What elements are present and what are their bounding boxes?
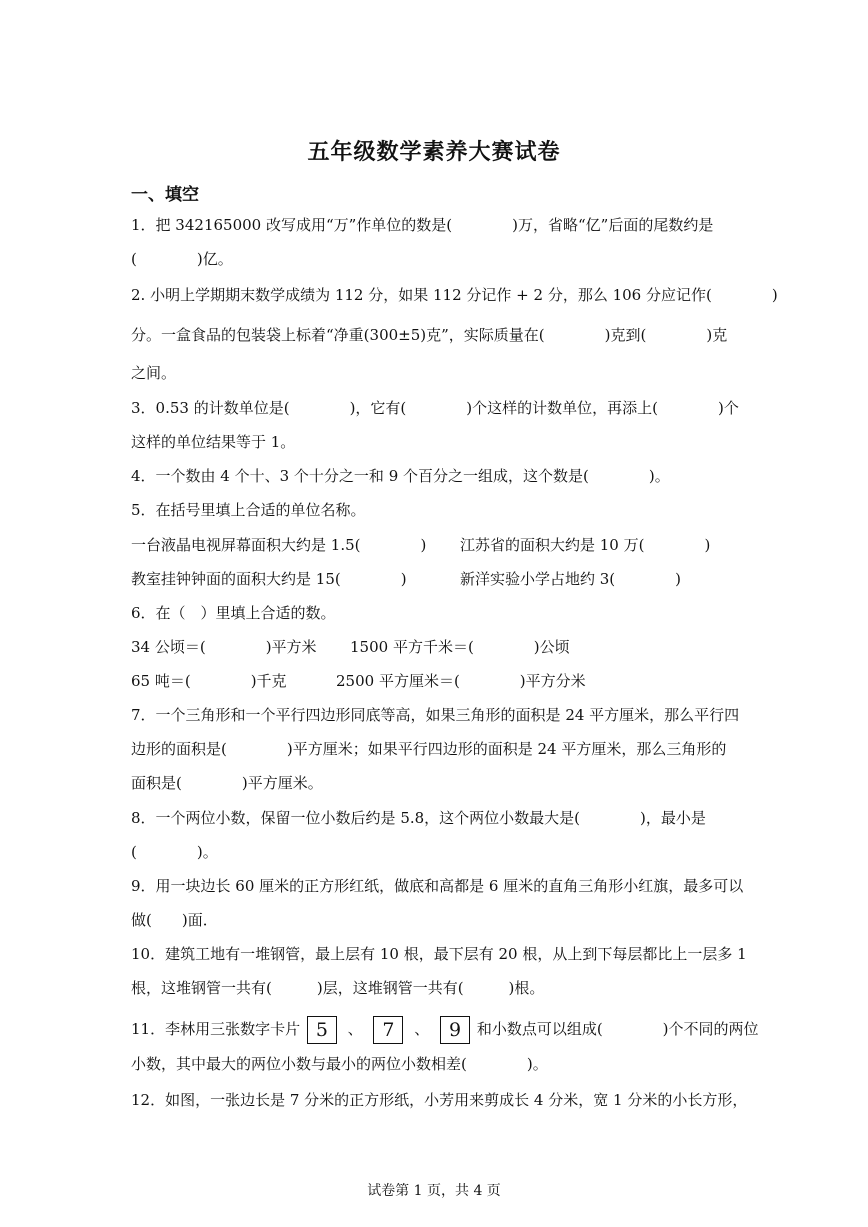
q3-line-1: 3．0.53 的计数单位是( )，它有( )个这样的计数单位，再添上( )个	[131, 399, 739, 417]
q11-suffix: 和小数点可以组成( )个不同的两位	[476, 1020, 759, 1038]
q5-item-1: 一台液晶电视屏幕面积大约是 1.5( )	[131, 536, 427, 554]
q12-line-1: 12．如图，一张边长是 7 分米的正方形纸，小芳用来剪成长 4 分米，宽 1 分米的小长方形，	[131, 1091, 748, 1109]
q7-line-1: 7．一个三角形和一个平行四边形同底等高，如果三角形的面积是 24 平方厘米，那么平行四	[131, 706, 740, 724]
q2-line-3: 之间。	[131, 364, 177, 382]
q2-line-2: 分。一盒食品的包装袋上标着“净重(300±5)克”，实际质量在( )克到( )克	[131, 326, 728, 344]
q11-line-1	[131, 1014, 759, 1044]
q9-line-2: 做( )面．	[131, 911, 218, 929]
q10-line-2: 根，这堆钢管一共有( )层，这堆钢管一共有( )根。	[131, 979, 545, 997]
q6-stem: 6．在（ ）里填上合适的数。	[131, 604, 336, 622]
q5-item-4: 新洋实验小学占地约 3( )	[460, 570, 682, 588]
q10-line-1: 10．建筑工地有一堆钢管，最上层有 10 根，最下层有 20 根，从上到下每层都比上一层多 1	[131, 945, 747, 963]
q6-item-2: 1500 平方千米＝( )公顷	[350, 638, 570, 656]
q8-line-2: ( )。	[131, 843, 218, 861]
q5-item-3: 教室挂钟钟面的面积大约是 15( )	[131, 570, 407, 588]
q11-line-2: 小数，其中最大的两位小数与最小的两位小数相差( )。	[131, 1055, 548, 1073]
q8-line-1: 8．一个两位小数，保留一位小数后约是 5.8，这个两位小数最大是( )，最小是	[131, 809, 706, 827]
digit-card-9: 9	[440, 1016, 470, 1044]
q7-line-3: 面积是( )平方厘米。	[131, 774, 323, 792]
q1-line-2: ( )亿。	[131, 250, 233, 268]
digit-card-7: 7	[373, 1016, 403, 1044]
q5-item-2: 江苏省的面积大约是 10 万( )	[460, 536, 711, 554]
q3-line-2: 这样的单位结果等于 1。	[131, 433, 296, 451]
q7-line-2: 边形的面积是( )平方厘米；如果平行四边形的面积是 24 平方厘米，那么三角形的	[131, 740, 727, 758]
q11-prefix: 11．李林用三张数字卡片	[131, 1020, 301, 1038]
page-footer: 试卷第 1 页，共 4 页	[367, 1183, 501, 1199]
q4-line: 4．一个数由 4 个十、3 个十分之一和 9 个百分之一组成，这个数是( )。	[131, 467, 670, 485]
q6-item-1: 34 公顷＝( )平方米	[131, 638, 317, 656]
q6-item-4: 2500 平方厘米＝( )平方分米	[336, 672, 586, 690]
exam-title: 五年级数学素养大赛试卷	[307, 139, 561, 165]
card-separator: 、	[414, 1020, 430, 1038]
card-separator: 、	[347, 1020, 363, 1038]
q6-item-3: 65 吨＝( )千克	[131, 672, 287, 690]
q1-line-1: 1．把 342165000 改写成用“万”作单位的数是( )万，省略“亿”后面的尾数约是	[131, 216, 714, 234]
q5-stem: 5．在括号里填上合适的单位名称。	[131, 501, 366, 519]
digit-card-5: 5	[307, 1016, 337, 1044]
q2-line-1: 2. 小明上学期期末数学成绩为 112 分，如果 112 分记作 + 2 分，那么 106 分应记作( )	[131, 286, 778, 304]
q9-line-1: 9．用一块边长 60 厘米的正方形红纸，做底和高都是 6 厘米的直角三角形小红旗，最多可以	[131, 877, 744, 895]
section-heading: 一、填空	[131, 185, 199, 205]
